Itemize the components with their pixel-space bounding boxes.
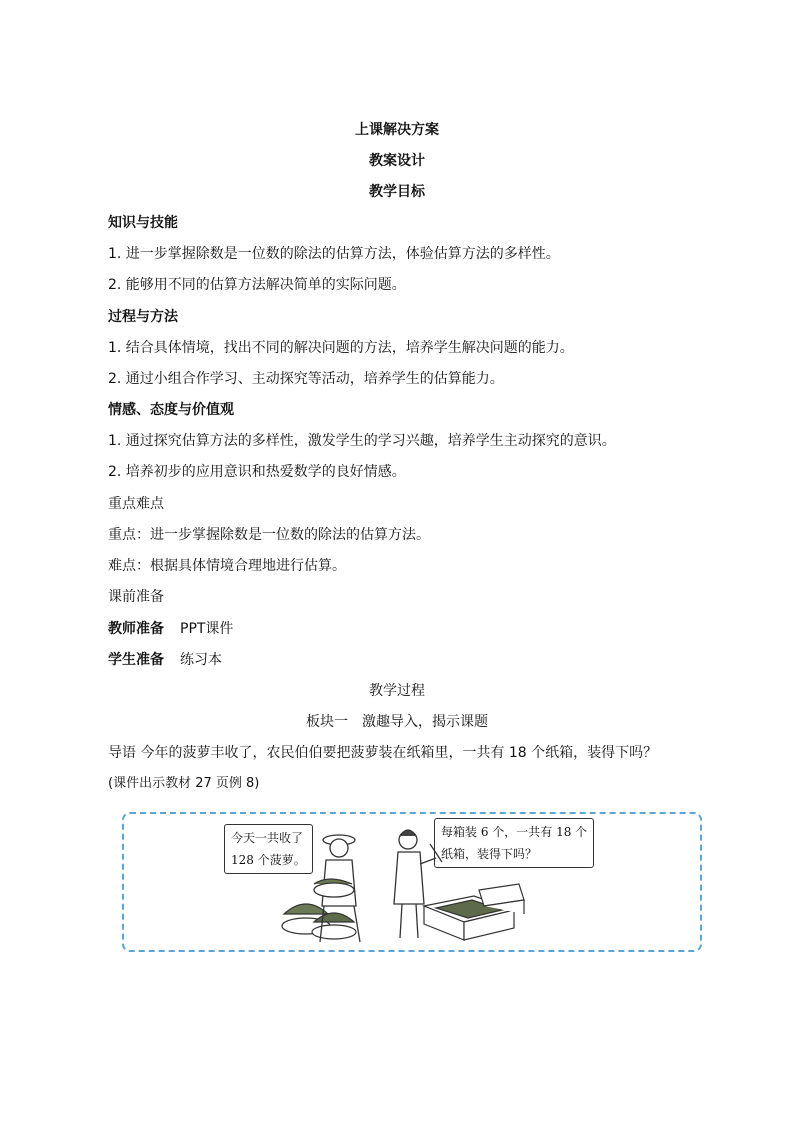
section-goals: 教学目标 (369, 184, 425, 200)
teacher-prep-label: 教师准备 (108, 621, 164, 637)
cardboard-box-icon (424, 884, 524, 940)
doc-subtitle: 教案设计 (369, 153, 425, 169)
process-item-2: 2. 通过小组合作学习、主动探究等活动，培养学生的估算能力。 (108, 371, 504, 387)
process-title: 教学过程 (369, 683, 425, 699)
bubble-farmer-line-2: 128 个菠萝。 (231, 853, 306, 867)
teacher-prep (108, 619, 704, 639)
knowledge-item-1: 1. 进一步掌握除数是一位数的除法的估算方法，体验估算方法的多样性。 (108, 246, 560, 262)
knowledge-item-2: 2. 能够用不同的估算方法解决简单的实际问题。 (108, 277, 406, 293)
bubble-girl-line-2: 纸箱，装得下吗？ (441, 847, 538, 861)
difficult-point: 难点：根据具体情境合理地进行估算。 (108, 558, 346, 574)
key-heading: 重点难点 (108, 496, 164, 512)
student-prep (108, 650, 704, 670)
doc-title: 上课解决方案 (355, 122, 439, 138)
farm-scene-illustration (124, 814, 700, 950)
intro-note: (课件出示教材 27 页例 8) (108, 776, 260, 791)
bubble-farmer-line-1: 今天一共收了 (231, 831, 304, 845)
prep-heading: 课前准备 (108, 589, 164, 605)
emotion-item-1: 1. 通过探究估算方法的多样性，激发学生的学习兴趣，培养学生主动探究的意识。 (108, 433, 616, 449)
block-title: 板块一 激趣导入，揭示课题 (306, 714, 488, 730)
textbook-illustration (122, 812, 702, 952)
student-prep-label: 学生准备 (108, 652, 164, 668)
process-heading: 过程与方法 (108, 309, 178, 325)
teacher-prep-value: PPT课件 (180, 621, 234, 637)
student-prep-value: 练习本 (180, 652, 222, 668)
intro-text: 导语 今年的菠萝丰收了，农民伯伯要把菠萝装在纸箱里，一共有 18 个纸箱，装得下吗？ (108, 745, 658, 761)
emotion-item-2: 2. 培养初步的应用意识和热爱数学的良好情感。 (108, 464, 406, 480)
key-point: 重点：进一步掌握除数是一位数的除法的估算方法。 (108, 527, 430, 543)
bubble-girl-line-1: 每箱装 6 个，一共有 18 个 (441, 825, 588, 839)
emotion-heading: 情感、态度与价值观 (108, 402, 234, 418)
pineapple-basket-icon (282, 904, 356, 939)
knowledge-heading: 知识与技能 (108, 215, 178, 231)
process-item-1: 1. 结合具体情境，找出不同的解决问题的方法，培养学生解决问题的能力。 (108, 340, 574, 356)
